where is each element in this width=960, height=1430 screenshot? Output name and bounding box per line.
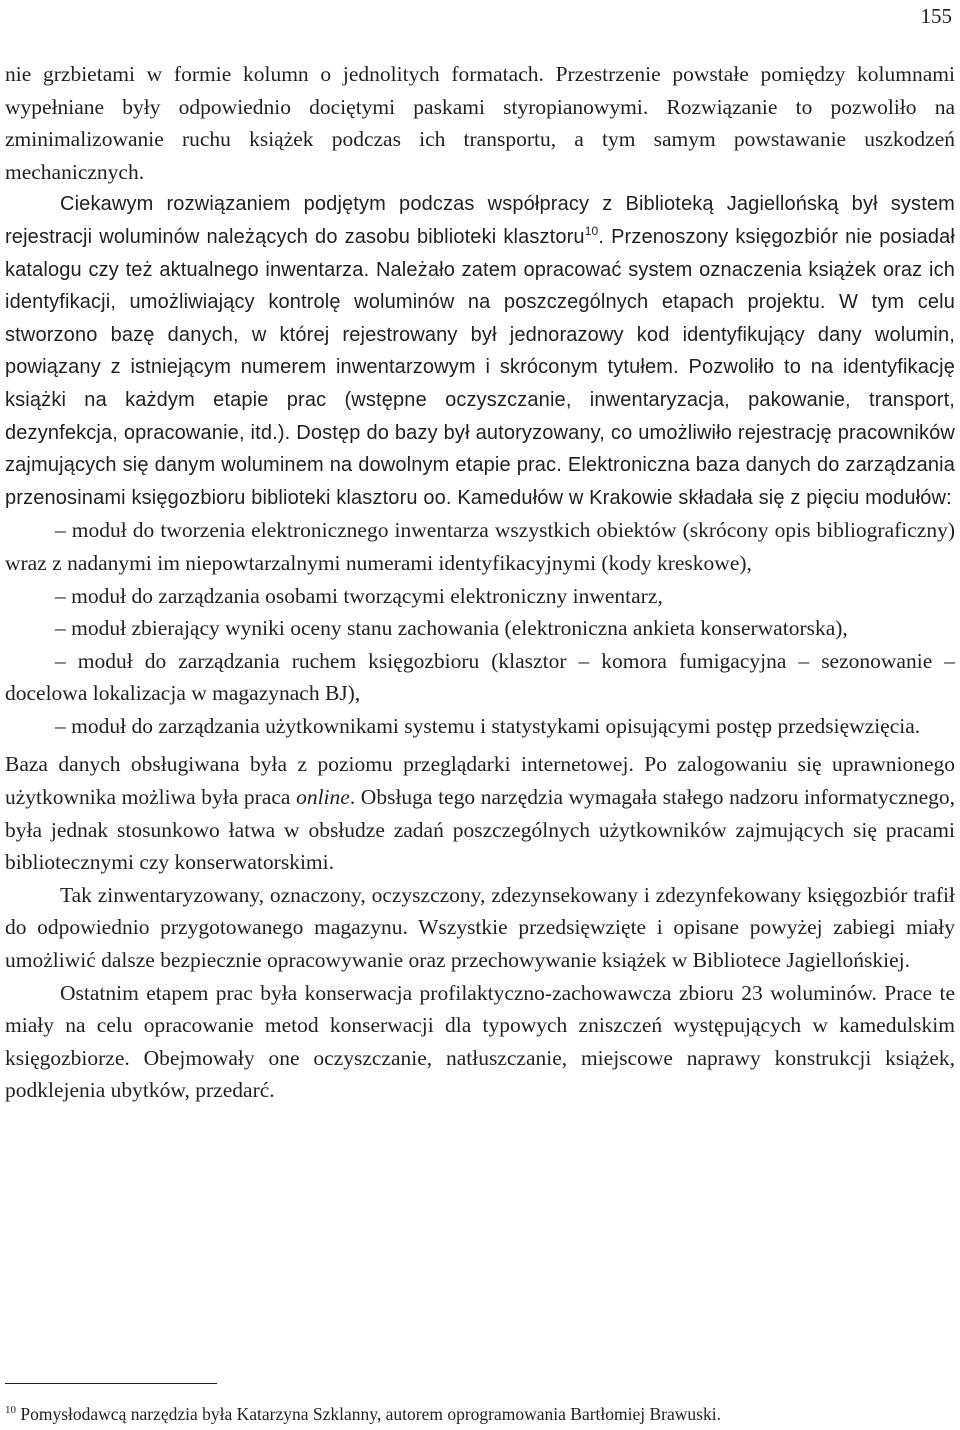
module-item: – moduł do zarządzania osobami tworzącymi elektroniczny inwentarz, <box>55 583 663 608</box>
paragraph-2-text-b: . Przenoszony księgozbiór nie posiadał katalogu czy też aktualnego inwentarza. Należało zatem opracować system oznaczenia książek oraz ich identyfikacji, umożliwiający kontrolę woluminów na poszczególnych etapach projektu. W tym celu stworzono bazę danych, w której rejestrowany był jednorazowy kod identyfikujący dany wolumin, powiązany z istniejącym numerem inwentarzowym i skróconym tytułem. Pozwoliło to na identyfikację książki na każdym etapie prac (wstępne oczyszczanie, inwentaryzacja, pakowanie, transport, dezynfekcja, opracowanie, itd.). Dostęp do bazy był autoryzowany, co umożliwiło rejestrację pracowników zajmujących się danym woluminem na dowolnym etapie prac. Elektroniczna baza danych do zarządzania przenosinami księgozbioru biblioteki klasztoru oo. Kamedułów w Krakowie składała się z pięciu modułów: <box>5 225 955 509</box>
module-item: – moduł do zarządzania użytkownikami systemu i statystykami opisującymi postęp przedsięwzięcia. <box>55 713 921 738</box>
paragraph-1: nie grzbietami w formie kolumn o jednolitych formatach. Przestrzenie powstałe pomiędzy kolumnami wypełniane były odpowiednio dociętymi paskami styropianowymi. Rozwiązanie to pozwoliło na zminimalizowanie ruchu książek podczas ich transportu, a tym samym powstawanie uszkodzeń mechanicznych. <box>5 62 955 184</box>
footnote-number: 10 <box>5 1404 16 1416</box>
paragraph-3-text-b: . Obsługa tego narzędzia wymagała stałego nadzoru informatycznego, była jednak stosunkowo łatwa w obsłudze zadań poszczególnych użytkowników zajmujących się pracami bibliotecznymi czy konserwatorskimi. <box>5 785 955 875</box>
body-text <box>5 58 955 1107</box>
footnote-separator <box>5 1383 217 1384</box>
paragraph-2 <box>5 188 955 514</box>
paragraph-5: Ostatnim etapem prac była konserwacja profilaktyczno-zachowawcza zbioru 23 woluminów. Prace te miały na celu opracowanie metod konserwacji dla typowych zniszczeń występujących w kamedulskim księgozbiorze. Obejmowały one oczyszczanie, natłuszczanie, miejscowe naprawy konstrukcji książek, podklejenia ubytków, przedarć. <box>5 980 955 1103</box>
module-item: – moduł do tworzenia elektronicznego inwentarza wszystkich obiektów (skrócony opis bibliograficzny) wraz z nadanymi im niepowtarzalnymi numerami identyfikacyjnymi (kody kreskowe), <box>5 518 955 575</box>
footnote-reference[interactable]: 10 <box>584 223 599 238</box>
page-number: 155 <box>920 4 952 28</box>
paragraph-4: Tak zinwentaryzowany, oznaczony, oczyszczony, zdezynsekowany i zdezynfekowany księgozbiór trafił do odpowiednio przygotowanego magazynu. Wszystkie przedsięwzięte i opisane powyżej zabiegi miały umożliwić dalsze bezpiecznie opracowywanie oraz przechowywanie książek w Bibliotece Jagiellońskiej. <box>5 882 955 973</box>
italic-term: online <box>296 785 350 810</box>
footnote-text: Pomysłodawcą narzędzia była Katarzyna Szklanny, autorem oprogramowania Bartłomiej Brawuski. <box>16 1404 721 1424</box>
paragraph-3-text-a: Baza danych obsługiwana była z poziomu przeglądarki internetowej. Po zalogowaniu się uprawnionego użytkownika możliwa była praca <box>5 752 955 810</box>
module-item: – moduł do zarządzania ruchem księgozbioru (klasztor – komora fumigacyjna – sezonowanie – docelowa lokalizacja w magazynach BJ), <box>5 648 955 706</box>
footnote <box>5 1403 955 1425</box>
paragraph-3 <box>5 748 955 878</box>
paragraph-2-text-a: Ciekawym rozwiązaniem podjętym podczas współpracy z Biblioteką Jagiellońską był system rejestracji woluminów należących do zasobu biblioteki klasztoru <box>5 193 955 248</box>
module-item: – moduł zbierający wyniki oceny stanu zachowania (elektroniczna ankieta konserwatorska), <box>55 616 848 641</box>
